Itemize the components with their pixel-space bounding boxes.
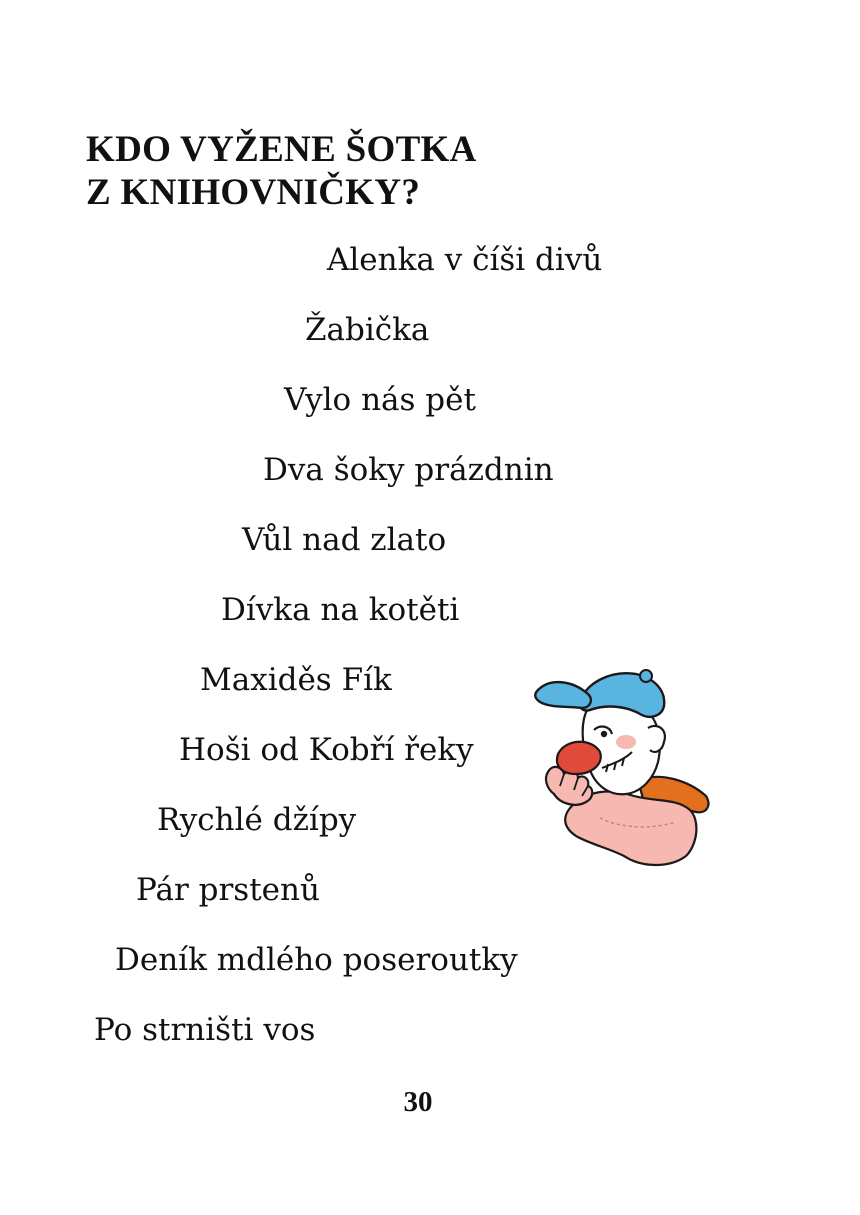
goblin-cheek — [616, 735, 636, 749]
goblin-illustration — [530, 668, 720, 873]
goblin-ear — [648, 726, 665, 752]
list-item: Dva šoky prázdnin — [263, 452, 554, 488]
title-line-1: KDO VYŽENE ŠOTKA — [86, 129, 477, 170]
list-item: Dívka na kotěti — [221, 592, 460, 628]
list-item: Deník mdlého poseroutky — [115, 942, 518, 978]
goblin-cap-brim — [535, 682, 591, 708]
list-item: Maxiděs Fík — [200, 662, 392, 698]
page-title — [86, 128, 477, 214]
list-item: Pár prstenů — [136, 872, 320, 908]
list-item: Rychlé džípy — [157, 802, 357, 838]
title-line-2: Z KNIHOVNIČKY? — [86, 172, 421, 213]
list-item: Vylo nás pět — [284, 382, 476, 418]
list-item: Vůl nad zlato — [242, 522, 447, 558]
list-item: Po strništi vos — [94, 1012, 316, 1048]
list-item: Alenka v číši divů — [327, 242, 603, 278]
goblin-cap-button — [640, 670, 652, 682]
list-item: Hoši od Kobří řeky — [179, 732, 474, 768]
goblin-nose — [557, 742, 601, 774]
list-item: Žabička — [305, 312, 430, 348]
page-number: 30 — [403, 1086, 433, 1118]
